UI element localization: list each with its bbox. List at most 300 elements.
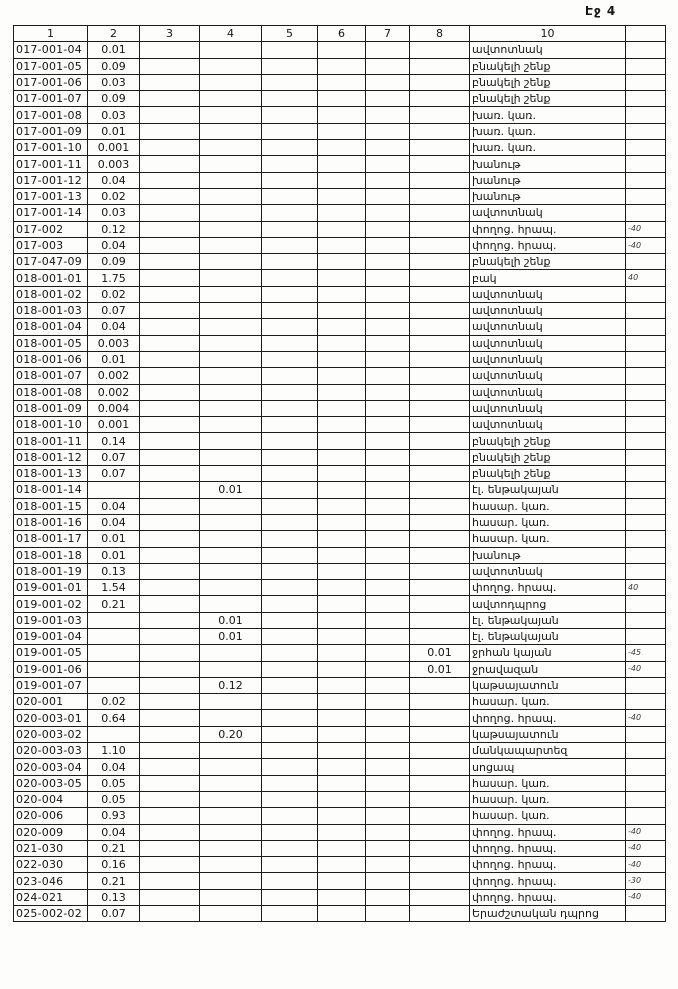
value-cell bbox=[262, 384, 318, 400]
name-cell: հասար. կառ. bbox=[470, 514, 626, 530]
value-cell bbox=[318, 645, 366, 661]
margin-note bbox=[626, 417, 666, 433]
name-cell: խառ. կառ. bbox=[470, 140, 626, 156]
value-cell bbox=[410, 351, 470, 367]
code-cell: 018-001-07 bbox=[14, 368, 88, 384]
name-cell: փողոց. հրապ. bbox=[470, 237, 626, 253]
name-cell: բնակելի շենք bbox=[470, 449, 626, 465]
value-cell bbox=[366, 400, 410, 416]
value-cell bbox=[366, 759, 410, 775]
margin-note bbox=[626, 254, 666, 270]
code-cell: 017-001-12 bbox=[14, 172, 88, 188]
value-cell bbox=[262, 433, 318, 449]
value-cell bbox=[262, 188, 318, 204]
value-cell bbox=[262, 661, 318, 677]
value-cell bbox=[262, 400, 318, 416]
value-cell bbox=[410, 237, 470, 253]
margin-note: -40 bbox=[626, 824, 666, 840]
value-cell bbox=[318, 286, 366, 302]
code-cell: 018-001-08 bbox=[14, 384, 88, 400]
margin-note bbox=[626, 596, 666, 612]
table-row bbox=[14, 759, 666, 775]
margin-note bbox=[626, 400, 666, 416]
value-cell bbox=[366, 303, 410, 319]
value-cell bbox=[88, 661, 140, 677]
value-cell bbox=[262, 791, 318, 807]
value-cell bbox=[262, 368, 318, 384]
value-cell bbox=[366, 743, 410, 759]
value-cell bbox=[140, 547, 200, 563]
value-cell bbox=[366, 677, 410, 693]
name-cell: խանութ bbox=[470, 156, 626, 172]
code-cell: 020-009 bbox=[14, 824, 88, 840]
code-cell: 019-001-03 bbox=[14, 612, 88, 628]
value-cell bbox=[410, 791, 470, 807]
code-cell: 018-001-12 bbox=[14, 449, 88, 465]
code-cell: 017-001-11 bbox=[14, 156, 88, 172]
value-cell bbox=[318, 123, 366, 139]
value-cell bbox=[200, 596, 262, 612]
data-table bbox=[13, 25, 666, 922]
name-cell: ավտոտնակ bbox=[470, 417, 626, 433]
value-cell bbox=[200, 775, 262, 791]
code-cell: 017-001-04 bbox=[14, 42, 88, 58]
name-cell: ջրհան կայան bbox=[470, 645, 626, 661]
table-row bbox=[14, 645, 666, 661]
value-cell bbox=[366, 335, 410, 351]
value-cell bbox=[318, 612, 366, 628]
code-cell: 020-003-05 bbox=[14, 775, 88, 791]
code-cell: 017-001-06 bbox=[14, 74, 88, 90]
value-cell bbox=[410, 466, 470, 482]
value-cell bbox=[88, 628, 140, 644]
table-row bbox=[14, 74, 666, 90]
value-cell bbox=[262, 596, 318, 612]
value-cell bbox=[140, 514, 200, 530]
name-cell: էլ. ենթակայան bbox=[470, 482, 626, 498]
value-cell bbox=[200, 563, 262, 579]
value-cell bbox=[318, 580, 366, 596]
value-cell: 0.001 bbox=[88, 140, 140, 156]
margin-note bbox=[626, 498, 666, 514]
value-cell bbox=[200, 205, 262, 221]
table-row bbox=[14, 351, 666, 367]
table-row bbox=[14, 449, 666, 465]
name-cell: ավտոտնակ bbox=[470, 303, 626, 319]
value-cell bbox=[410, 775, 470, 791]
table-row bbox=[14, 254, 666, 270]
table-row bbox=[14, 319, 666, 335]
value-cell bbox=[88, 726, 140, 742]
value-cell bbox=[262, 628, 318, 644]
value-cell bbox=[366, 612, 410, 628]
value-cell bbox=[140, 596, 200, 612]
value-cell bbox=[140, 661, 200, 677]
value-cell bbox=[140, 580, 200, 596]
code-cell: 018-001-03 bbox=[14, 303, 88, 319]
value-cell: 0.21 bbox=[88, 840, 140, 856]
name-cell: ավտոտնակ bbox=[470, 400, 626, 416]
value-cell: 0.002 bbox=[88, 384, 140, 400]
value-cell bbox=[410, 449, 470, 465]
value-cell bbox=[140, 873, 200, 889]
value-cell bbox=[318, 188, 366, 204]
value-cell bbox=[262, 906, 318, 922]
value-cell bbox=[140, 156, 200, 172]
value-cell bbox=[262, 417, 318, 433]
value-cell: 0.001 bbox=[88, 417, 140, 433]
value-cell bbox=[318, 628, 366, 644]
code-cell: 019-001-04 bbox=[14, 628, 88, 644]
column-header: 8 bbox=[410, 26, 470, 42]
value-cell bbox=[262, 710, 318, 726]
value-cell bbox=[262, 172, 318, 188]
name-cell: սոցապ bbox=[470, 759, 626, 775]
value-cell bbox=[366, 906, 410, 922]
code-cell: 019-001-01 bbox=[14, 580, 88, 596]
value-cell bbox=[262, 270, 318, 286]
value-cell bbox=[140, 628, 200, 644]
margin-note bbox=[626, 286, 666, 302]
value-cell bbox=[200, 303, 262, 319]
value-cell bbox=[262, 237, 318, 253]
code-cell: 018-001-18 bbox=[14, 547, 88, 563]
name-cell: խանութ bbox=[470, 188, 626, 204]
value-cell bbox=[262, 759, 318, 775]
value-cell bbox=[366, 74, 410, 90]
value-cell bbox=[262, 156, 318, 172]
value-cell bbox=[200, 694, 262, 710]
value-cell bbox=[410, 726, 470, 742]
value-cell bbox=[410, 270, 470, 286]
value-cell bbox=[366, 466, 410, 482]
value-cell bbox=[366, 791, 410, 807]
value-cell bbox=[318, 449, 366, 465]
value-cell bbox=[366, 42, 410, 58]
value-cell: 0.03 bbox=[88, 74, 140, 90]
value-cell: 0.13 bbox=[88, 889, 140, 905]
value-cell: 0.01 bbox=[200, 482, 262, 498]
value-cell bbox=[318, 91, 366, 107]
margin-note bbox=[626, 906, 666, 922]
value-cell bbox=[318, 42, 366, 58]
table-row bbox=[14, 42, 666, 58]
margin-note bbox=[626, 140, 666, 156]
margin-note bbox=[626, 759, 666, 775]
value-cell bbox=[200, 433, 262, 449]
column-header: 10 bbox=[470, 26, 626, 42]
value-cell bbox=[318, 368, 366, 384]
value-cell bbox=[262, 726, 318, 742]
code-cell: 018-001-06 bbox=[14, 351, 88, 367]
value-cell: 0.14 bbox=[88, 433, 140, 449]
code-cell: 024-021 bbox=[14, 889, 88, 905]
value-cell bbox=[366, 628, 410, 644]
value-cell bbox=[262, 351, 318, 367]
value-cell bbox=[410, 417, 470, 433]
margin-note bbox=[626, 563, 666, 579]
value-cell bbox=[200, 580, 262, 596]
value-cell bbox=[140, 303, 200, 319]
value-cell bbox=[318, 351, 366, 367]
value-cell: 0.07 bbox=[88, 906, 140, 922]
column-header: 4 bbox=[200, 26, 262, 42]
value-cell bbox=[410, 172, 470, 188]
value-cell bbox=[410, 482, 470, 498]
table-row bbox=[14, 466, 666, 482]
value-cell bbox=[366, 417, 410, 433]
value-cell: 0.93 bbox=[88, 808, 140, 824]
table-row bbox=[14, 726, 666, 742]
code-cell: 020-003-03 bbox=[14, 743, 88, 759]
name-cell: ավտոտնակ bbox=[470, 335, 626, 351]
code-cell: 022-030 bbox=[14, 857, 88, 873]
value-cell bbox=[410, 303, 470, 319]
value-cell bbox=[200, 42, 262, 58]
value-cell bbox=[200, 808, 262, 824]
value-cell bbox=[410, 840, 470, 856]
value-cell bbox=[140, 58, 200, 74]
code-cell: 018-001-01 bbox=[14, 270, 88, 286]
value-cell bbox=[140, 205, 200, 221]
table-row bbox=[14, 531, 666, 547]
value-cell bbox=[200, 335, 262, 351]
value-cell: 0.01 bbox=[200, 628, 262, 644]
code-cell: 018-001-10 bbox=[14, 417, 88, 433]
value-cell bbox=[262, 221, 318, 237]
table-row bbox=[14, 270, 666, 286]
value-cell bbox=[140, 417, 200, 433]
value-cell bbox=[140, 808, 200, 824]
name-cell: խանութ bbox=[470, 172, 626, 188]
value-cell bbox=[410, 91, 470, 107]
table-row bbox=[14, 743, 666, 759]
value-cell bbox=[410, 400, 470, 416]
table-row bbox=[14, 172, 666, 188]
table-row bbox=[14, 156, 666, 172]
name-cell: Երաժշտական դպրոց bbox=[470, 906, 626, 922]
table-row bbox=[14, 91, 666, 107]
name-cell: բնակելի շենք bbox=[470, 91, 626, 107]
value-cell: 0.05 bbox=[88, 775, 140, 791]
table-row bbox=[14, 857, 666, 873]
value-cell bbox=[140, 645, 200, 661]
code-cell: 018-001-13 bbox=[14, 466, 88, 482]
value-cell bbox=[88, 612, 140, 628]
value-cell: 0.13 bbox=[88, 563, 140, 579]
value-cell bbox=[140, 384, 200, 400]
value-cell bbox=[200, 840, 262, 856]
value-cell bbox=[262, 498, 318, 514]
value-cell bbox=[318, 547, 366, 563]
table-row bbox=[14, 368, 666, 384]
value-cell bbox=[366, 710, 410, 726]
margin-note: -40 bbox=[626, 221, 666, 237]
value-cell bbox=[366, 368, 410, 384]
value-cell bbox=[200, 531, 262, 547]
table-row bbox=[14, 873, 666, 889]
value-cell bbox=[366, 857, 410, 873]
table-row bbox=[14, 303, 666, 319]
value-cell bbox=[140, 433, 200, 449]
code-cell: 020-006 bbox=[14, 808, 88, 824]
margin-spacer bbox=[626, 26, 666, 42]
value-cell bbox=[140, 237, 200, 253]
value-cell bbox=[410, 873, 470, 889]
value-cell bbox=[200, 661, 262, 677]
value-cell bbox=[262, 580, 318, 596]
column-header: 1 bbox=[14, 26, 88, 42]
value-cell bbox=[200, 857, 262, 873]
value-cell bbox=[318, 221, 366, 237]
value-cell bbox=[366, 449, 410, 465]
value-cell bbox=[410, 433, 470, 449]
code-cell: 020-004 bbox=[14, 791, 88, 807]
value-cell bbox=[262, 254, 318, 270]
value-cell bbox=[318, 205, 366, 221]
name-cell: բակ bbox=[470, 270, 626, 286]
table-row bbox=[14, 547, 666, 563]
name-cell: բնակելի շենք bbox=[470, 58, 626, 74]
value-cell bbox=[140, 726, 200, 742]
value-cell bbox=[262, 319, 318, 335]
value-cell: 0.03 bbox=[88, 107, 140, 123]
margin-note bbox=[626, 351, 666, 367]
value-cell bbox=[318, 237, 366, 253]
value-cell bbox=[410, 596, 470, 612]
value-cell bbox=[140, 400, 200, 416]
value-cell bbox=[318, 384, 366, 400]
value-cell bbox=[200, 710, 262, 726]
value-cell bbox=[262, 335, 318, 351]
name-cell: փողոց. հրապ. bbox=[470, 889, 626, 905]
margin-note: -45 bbox=[626, 645, 666, 661]
value-cell bbox=[318, 726, 366, 742]
value-cell bbox=[200, 889, 262, 905]
value-cell bbox=[410, 286, 470, 302]
value-cell: 0.09 bbox=[88, 254, 140, 270]
value-cell bbox=[262, 466, 318, 482]
value-cell bbox=[318, 824, 366, 840]
value-cell bbox=[262, 775, 318, 791]
value-cell bbox=[318, 857, 366, 873]
name-cell: ջրավազան bbox=[470, 661, 626, 677]
value-cell bbox=[410, 759, 470, 775]
margin-note bbox=[626, 726, 666, 742]
name-cell: խանութ bbox=[470, 547, 626, 563]
margin-note bbox=[626, 205, 666, 221]
value-cell bbox=[318, 433, 366, 449]
value-cell bbox=[366, 433, 410, 449]
name-cell: կաթսայատուն bbox=[470, 677, 626, 693]
value-cell bbox=[318, 74, 366, 90]
value-cell bbox=[318, 514, 366, 530]
value-cell bbox=[366, 873, 410, 889]
name-cell: հասար. կառ. bbox=[470, 791, 626, 807]
table-row bbox=[14, 677, 666, 693]
value-cell bbox=[200, 107, 262, 123]
value-cell bbox=[366, 319, 410, 335]
value-cell: 0.07 bbox=[88, 449, 140, 465]
value-cell bbox=[410, 677, 470, 693]
value-cell bbox=[140, 140, 200, 156]
value-cell bbox=[366, 123, 410, 139]
value-cell bbox=[140, 759, 200, 775]
value-cell bbox=[318, 58, 366, 74]
value-cell bbox=[366, 205, 410, 221]
value-cell bbox=[200, 254, 262, 270]
value-cell: 0.002 bbox=[88, 368, 140, 384]
value-cell bbox=[318, 694, 366, 710]
value-cell bbox=[140, 824, 200, 840]
value-cell bbox=[366, 286, 410, 302]
table-row bbox=[14, 58, 666, 74]
value-cell bbox=[366, 775, 410, 791]
name-cell: ավտոդպրոց bbox=[470, 596, 626, 612]
code-cell: 017-001-10 bbox=[14, 140, 88, 156]
column-header: 6 bbox=[318, 26, 366, 42]
value-cell bbox=[200, 547, 262, 563]
value-cell bbox=[140, 123, 200, 139]
value-cell bbox=[140, 775, 200, 791]
value-cell: 0.21 bbox=[88, 596, 140, 612]
value-cell bbox=[318, 563, 366, 579]
table-row bbox=[14, 612, 666, 628]
code-cell: 018-001-16 bbox=[14, 514, 88, 530]
value-cell: 0.16 bbox=[88, 857, 140, 873]
value-cell bbox=[140, 254, 200, 270]
value-cell bbox=[318, 107, 366, 123]
name-cell: փողոց. հրապ. bbox=[470, 824, 626, 840]
value-cell bbox=[410, 42, 470, 58]
margin-note bbox=[626, 514, 666, 530]
value-cell bbox=[262, 482, 318, 498]
value-cell bbox=[410, 531, 470, 547]
value-cell bbox=[140, 351, 200, 367]
name-cell: հասար. կառ. bbox=[470, 694, 626, 710]
table-row bbox=[14, 906, 666, 922]
table-row bbox=[14, 498, 666, 514]
name-cell: հասար. կառ. bbox=[470, 498, 626, 514]
value-cell: 0.02 bbox=[88, 694, 140, 710]
table-row bbox=[14, 661, 666, 677]
value-cell bbox=[366, 498, 410, 514]
value-cell bbox=[140, 107, 200, 123]
value-cell bbox=[366, 351, 410, 367]
table-row bbox=[14, 140, 666, 156]
value-cell bbox=[410, 368, 470, 384]
code-cell: 017-001-07 bbox=[14, 91, 88, 107]
value-cell bbox=[366, 514, 410, 530]
code-cell: 018-001-14 bbox=[14, 482, 88, 498]
name-cell: ավտոտնակ bbox=[470, 286, 626, 302]
value-cell bbox=[140, 42, 200, 58]
name-cell: փողոց. հրապ. bbox=[470, 221, 626, 237]
value-cell bbox=[262, 694, 318, 710]
value-cell bbox=[410, 254, 470, 270]
value-cell bbox=[318, 303, 366, 319]
code-cell: 021-030 bbox=[14, 840, 88, 856]
name-cell: կաթսայատուն bbox=[470, 726, 626, 742]
margin-note bbox=[626, 791, 666, 807]
value-cell bbox=[366, 384, 410, 400]
value-cell: 0.09 bbox=[88, 91, 140, 107]
value-cell bbox=[140, 172, 200, 188]
table-row bbox=[14, 482, 666, 498]
value-cell bbox=[88, 645, 140, 661]
value-cell bbox=[88, 482, 140, 498]
code-cell: 018-001-19 bbox=[14, 563, 88, 579]
